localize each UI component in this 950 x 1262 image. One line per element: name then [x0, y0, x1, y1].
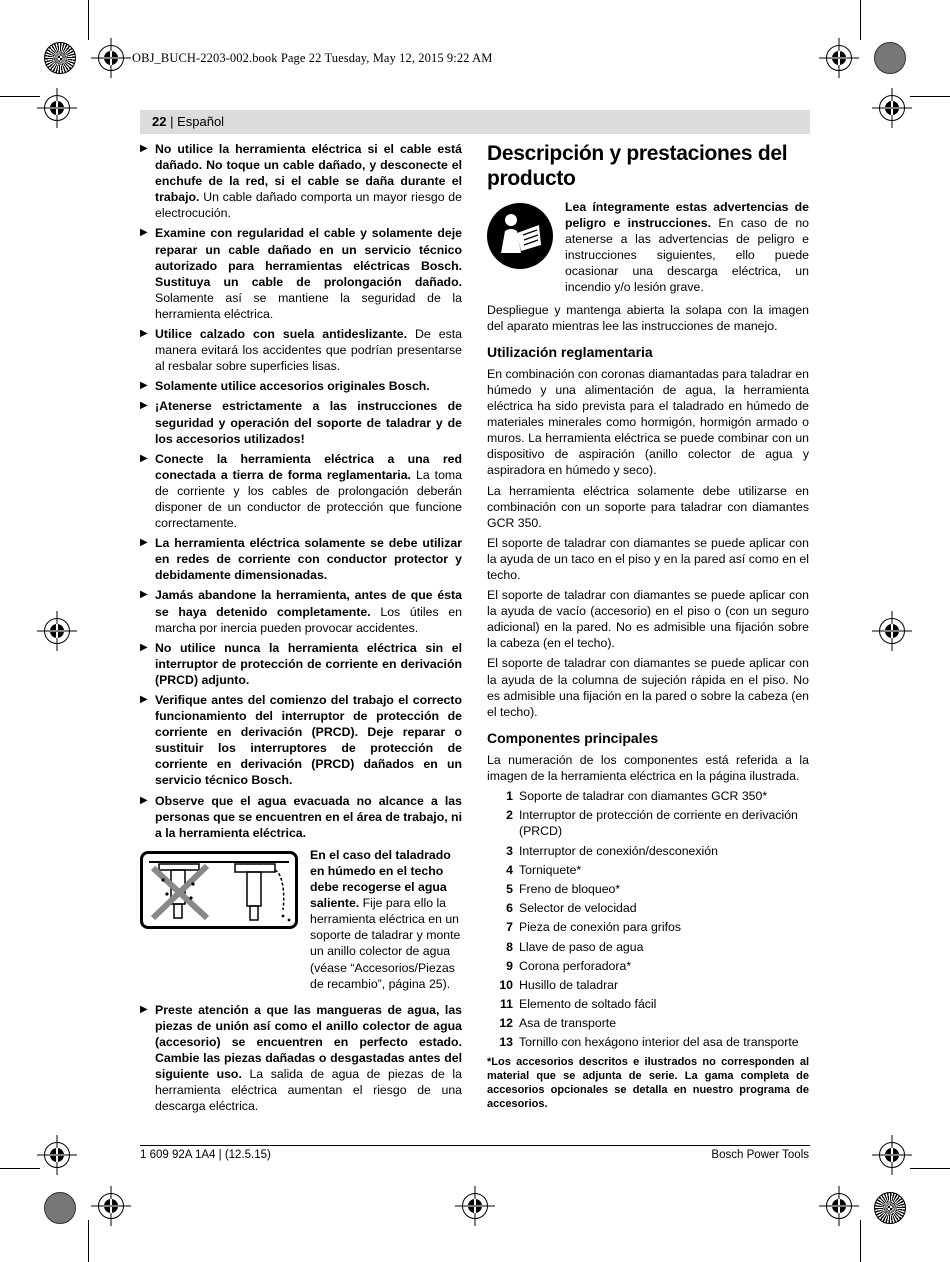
- component-number: 6: [506, 901, 513, 916]
- component-label: Torniquete*: [519, 862, 582, 877]
- wet-note-body: Fije para ello la herramienta eléctrica en un soporte de taladrar y monte un anillo colector de agua (véase “Accesorios/Piezas de recambio”, página 25).: [310, 896, 461, 991]
- component-number: 9: [506, 958, 513, 973]
- safety-item: [140, 225, 462, 322]
- right-column: [487, 141, 809, 1111]
- item-bold: La herramienta eléctrica solamente se debe utilizar en redes de corriente con conductor protector y debidamente dimensionadas.: [155, 536, 462, 583]
- arrow-icon: ▶: [140, 1003, 148, 1015]
- component-label: Corona perforadora*: [519, 958, 632, 973]
- paragraph: El soporte de taladrar con diamantes se puede aplicar con la ayuda de la columna de sujeción rápida en el piso. No es admisible una fijación en la pared o sobre la cabeza (en el techo).: [487, 656, 809, 719]
- crop-mark: [0, 1168, 40, 1169]
- arrow-icon: ▶: [140, 227, 148, 239]
- fold-note: Despliegue y mantenga abierta la solapa con la imagen del aparato mientras lee las instrucciones de manejo.: [487, 302, 809, 333]
- component-number: 10: [499, 977, 513, 992]
- component-label: Elemento de soltado fácil: [519, 997, 657, 1012]
- safety-item: [140, 141, 462, 221]
- components-intro: La numeración de los componentes está referida a la imagen de la herramienta eléctrica en la página ilustrada.: [487, 752, 809, 783]
- safety-item: [140, 535, 462, 583]
- warning-bold: Lea íntegramente estas advertencias de peligro e instrucciones.: [565, 200, 809, 231]
- safety-item: [140, 398, 462, 446]
- item-text: La salida de agua de piezas de la herramienta eléctrica aumentan el riesgo de una descarga eléctrica.: [155, 1067, 462, 1114]
- component-label: Pieza de conexión para grifos: [519, 920, 682, 935]
- component-number: 12: [499, 1016, 513, 1031]
- arrow-icon: ▶: [140, 143, 148, 154]
- left-column: [140, 141, 462, 1118]
- registration-mark-icon: [826, 1193, 852, 1219]
- item-bold: Conecte la herramienta eléctrica a una red conectada a tierra de forma reglamentaria.: [155, 451, 462, 482]
- arrow-icon: ▶: [140, 641, 148, 653]
- component-label: Freno de bloqueo*: [519, 881, 621, 896]
- component-number: 4: [506, 862, 513, 877]
- registration-mark-icon: [44, 1142, 70, 1168]
- component-item: [487, 977, 809, 993]
- crop-mark: [910, 96, 950, 97]
- wet-drilling-illustration: [143, 854, 295, 926]
- component-item: [487, 900, 809, 916]
- arrow-icon: ▶: [140, 380, 148, 392]
- component-item: [487, 939, 809, 955]
- component-number: 1: [506, 789, 513, 804]
- component-number: 7: [506, 920, 513, 935]
- page-header-bar: [140, 110, 810, 134]
- component-item: [487, 843, 809, 859]
- item-bold: No utilice la herramienta eléctrica si el cable está dañado. No toque un cable dañado, y desconecte el enchufe de la red, si el cable se daña durante el trabajo.: [155, 142, 462, 205]
- crop-mark: [88, 0, 89, 40]
- footer-doc-number: 1 609 92A 1A4 | (12.5.15): [140, 1149, 271, 1161]
- arrow-icon: ▶: [140, 537, 148, 549]
- item-bold: Examine con regularidad el cable y solamente deje reparar un cable dañado en un servicio técnico autorizado para herramientas eléctricas Bosch. Sustituya un cable de prolongación dañado.: [155, 226, 462, 289]
- color-registration-star-icon: [44, 42, 76, 74]
- crop-mark: [910, 1168, 950, 1169]
- page-header: [152, 114, 224, 129]
- crop-mark: [88, 1220, 89, 1262]
- crop-mark: [860, 1220, 861, 1262]
- crop-mark: [860, 0, 861, 40]
- registration-mark-icon: [44, 618, 70, 644]
- arrow-icon: ▶: [140, 794, 148, 806]
- warning-text: [565, 199, 809, 296]
- footer-divider: [140, 1145, 810, 1146]
- safety-item: [140, 326, 462, 374]
- section-name: | Español: [170, 114, 225, 129]
- registration-mark-icon: [879, 95, 905, 121]
- safety-item: [140, 587, 462, 635]
- registration-mark-icon: [879, 618, 905, 644]
- read-instructions-warning: [487, 199, 809, 296]
- safety-item: [140, 1002, 462, 1115]
- safety-item: [140, 378, 462, 394]
- component-item: [487, 862, 809, 878]
- item-bold: Observe que el agua evacuada no alcance a las personas que se encuentren en el área de trabajo, ni a la herramienta eléctrica.: [155, 793, 462, 840]
- item-text: De esta manera evitará los accidentes que podrían presentarse al resbalar sobre superficies lisas.: [155, 327, 463, 374]
- registration-mark-icon: [462, 1193, 488, 1219]
- file-header: OBJ_BUCH-2203-002.book Page 22 Tuesday, May 12, 2015 9:22 AM: [132, 51, 493, 65]
- paragraph: En combinación con coronas diamantadas para taladrar en húmedo y una alimentación de agua, la herramienta eléctrica ha sido prevista para el taladrado en húmedo de materiales minerales como hormigón, hormigón armado o muros. La herramienta eléctrica se puede combinar con un dispositivo de aspiración (anillo colector de agua y aspiradora en húmedo y seco).: [487, 366, 809, 478]
- component-item: [487, 958, 809, 974]
- component-item: [487, 788, 809, 804]
- safety-item: [140, 451, 462, 531]
- item-bold: ¡Atenerse estrictamente a las instrucciones de seguridad y operación del soporte de taladrar y de los accesorios utilizados!: [155, 399, 462, 446]
- paragraph: El soporte de taladrar con diamantes se puede aplicar con la ayuda de vacío (accesorio) en el piso o (con un seguro adicional) en la pared. No es admisible una fijación sobre la cabeza (en el techo).: [487, 588, 809, 651]
- gray-patch-icon: [874, 42, 906, 74]
- item-text: La toma de corriente y los cables de prolongación deberán disponer de un conductor de protección que funcione correctamente.: [155, 467, 462, 531]
- wet-drilling-note: [140, 847, 462, 992]
- registration-mark-icon: [44, 95, 70, 121]
- item-bold: No utilice nunca la herramienta eléctrica sin el interruptor de protección de corriente en derivación (PRCD) adjunto.: [155, 640, 462, 687]
- warning-body: En caso de no atenerse a las advertencias de peligro e instrucciones siguientes, ello puede ocasionar una descarga eléctrica, un incendio y/o lesión grave.: [565, 216, 809, 295]
- components-list: [487, 788, 809, 1050]
- arrow-icon: ▶: [140, 400, 148, 412]
- arrow-icon: ▶: [140, 452, 148, 464]
- component-item: [487, 881, 809, 897]
- crop-mark: [0, 96, 40, 97]
- intended-use-text: [487, 366, 809, 720]
- component-number: 3: [506, 843, 513, 858]
- component-item: [487, 807, 809, 839]
- footer-brand: Bosch Power Tools: [711, 1149, 809, 1161]
- item-bold: Verifique antes del comienzo del trabajo el correcto funcionamiento del interruptor de protección de corriente en derivación (PRCD). Deje reparar o sustituir los interruptores de protección de corriente en derivación (PRCD) dañados en un servicio técnico Bosch.: [155, 693, 462, 788]
- color-registration-star-icon: [874, 1192, 906, 1224]
- wet-note-text: [310, 847, 462, 992]
- component-label: Tornillo con hexágono interior del asa de transporte: [519, 1035, 799, 1050]
- component-number: 2: [506, 808, 513, 823]
- heading-intended-use: Utilización reglamentaria: [487, 343, 653, 360]
- component-item: [487, 996, 809, 1012]
- component-item: [487, 1034, 809, 1050]
- component-label: Llave de paso de agua: [519, 939, 644, 954]
- section-title: Descripción y prestaciones del producto: [487, 142, 788, 190]
- safety-list: [140, 141, 462, 841]
- component-label: Soporte de taladrar con diamantes GCR 350*: [519, 789, 768, 804]
- heading-components: Componentes principales: [487, 729, 659, 746]
- component-label: Interruptor de conexión/desconexión: [519, 843, 718, 858]
- arrow-icon: ▶: [140, 328, 148, 340]
- component-number: 11: [500, 997, 513, 1012]
- component-label: Husillo de taladrar: [519, 977, 619, 992]
- registration-mark-icon: [98, 45, 124, 71]
- accessories-footnote: *Los accesorios descritos e ilustrados no corresponden al material que se adjunta de serie. La gama completa de accesorios opcionales se detalla en nuestro programa de accesorios.: [487, 1055, 809, 1110]
- gray-patch-icon: [44, 1192, 76, 1224]
- paragraph: La herramienta eléctrica solamente debe utilizarse en combinación con un soporte para taladrar con diamantes GCR 350.: [487, 483, 809, 530]
- item-text: Los útiles en marcha por inercia pueden provocar accidentes.: [155, 604, 462, 635]
- component-label: Selector de velocidad: [519, 901, 637, 916]
- item-text: Solamente así se mantiene la seguridad de la herramienta eléctrica.: [155, 290, 462, 321]
- item-text: Un cable dañado comporta un mayor riesgo de electrocución.: [155, 190, 462, 221]
- safety-item: [140, 692, 462, 789]
- wet-drilling-figure: [140, 851, 298, 929]
- component-number: 13: [499, 1035, 513, 1050]
- item-bold: Preste atención a que las mangueras de agua, las piezas de unión así como el anillo colector de agua (accesorio) se encuentren en perfecto estado. Cambie las piezas dañadas o desgastadas antes del siguiente uso.: [155, 1002, 462, 1082]
- registration-mark-icon: [98, 1193, 124, 1219]
- item-bold: Jamás abandone la herramienta, antes de que ésta se haya detenido completamente.: [155, 588, 462, 619]
- page-number: 22: [152, 114, 167, 129]
- item-bold: Solamente utilice accesorios originales Bosch.: [155, 379, 430, 394]
- safety-item: [140, 640, 462, 688]
- component-item: [487, 919, 809, 935]
- arrow-icon: ▶: [140, 589, 148, 601]
- registration-mark-icon: [826, 45, 852, 71]
- component-item: [487, 1015, 809, 1031]
- paragraph: El soporte de taladrar con diamantes se puede aplicar con la ayuda de un taco en el piso y en la pared así como en el techo.: [487, 535, 809, 582]
- arrow-icon: ▶: [140, 694, 148, 705]
- safety-item: [140, 793, 462, 841]
- component-label: Asa de transporte: [519, 1016, 617, 1031]
- read-manual-icon: [487, 203, 553, 269]
- component-label: Interruptor de protección de corriente en derivación (PRCD): [519, 808, 798, 839]
- registration-mark-icon: [879, 1142, 905, 1168]
- component-number: 8: [506, 939, 513, 954]
- component-number: 5: [506, 881, 513, 896]
- wet-note-bold: En el caso del taladrado en húmedo en el techo debe recogerse el agua saliente.: [310, 847, 451, 911]
- item-bold: Utilice calzado con suela antideslizante.: [155, 327, 408, 342]
